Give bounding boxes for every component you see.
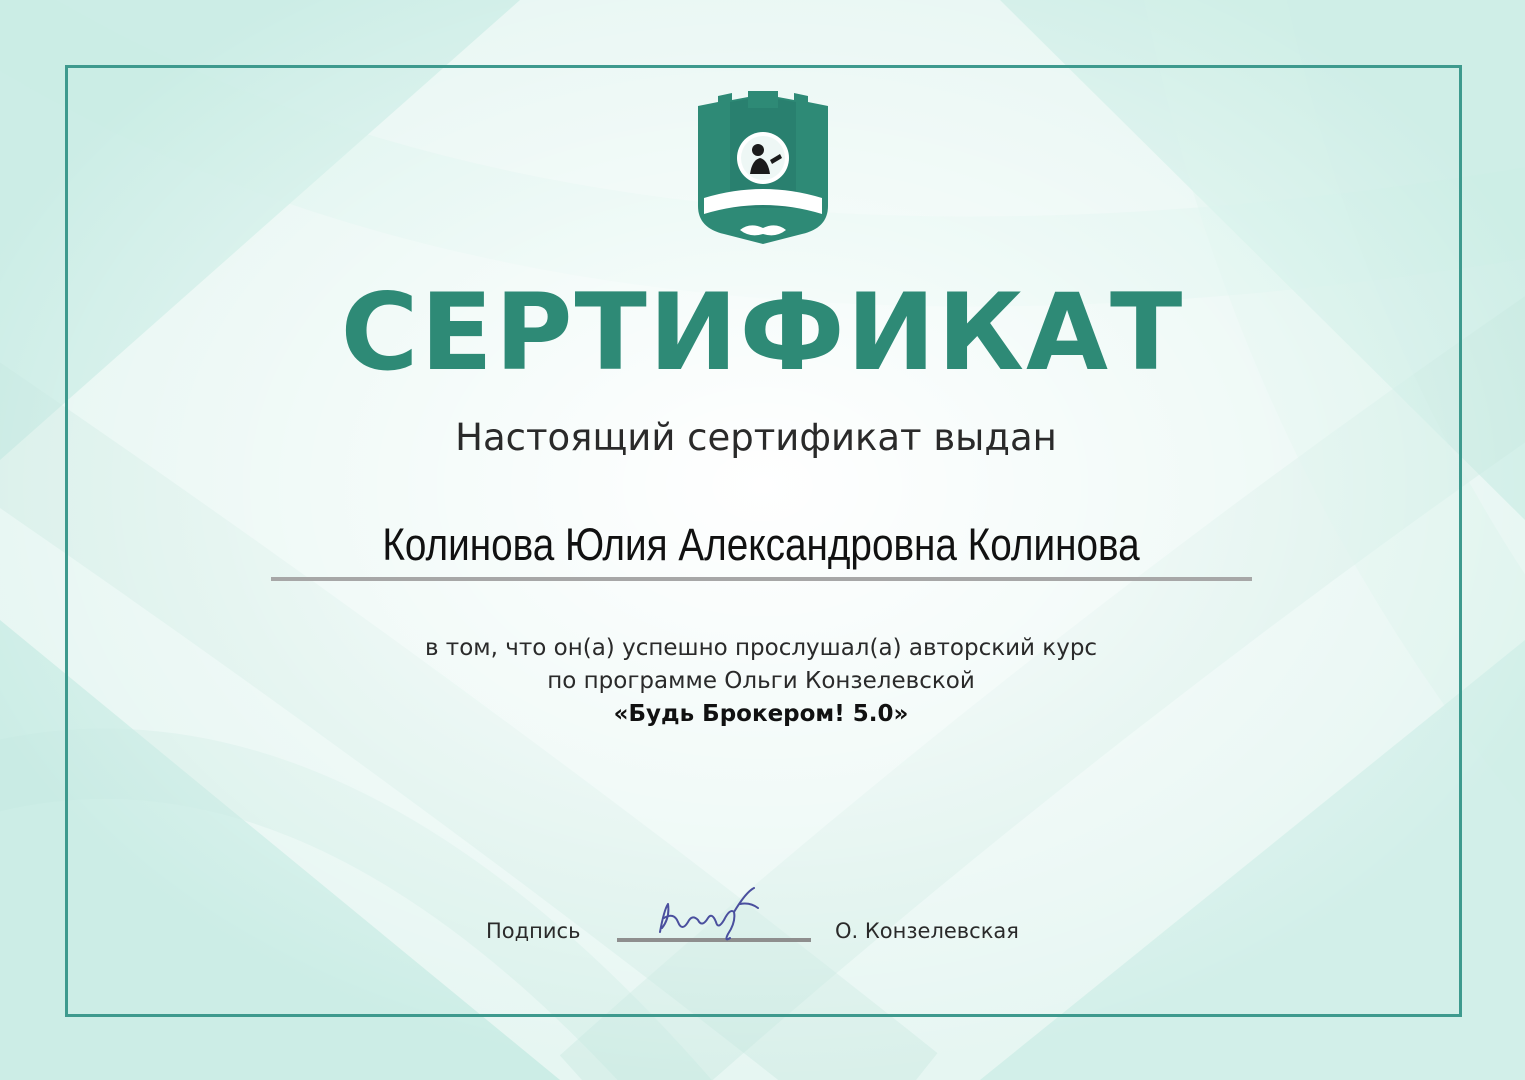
name-underline (271, 577, 1252, 581)
course-description (0, 632, 1522, 731)
signature-label: Подпись (486, 919, 581, 943)
description-line-1: в том, что он(а) успешно прослушал(а) авторский курс (424, 635, 1098, 661)
ipotekapro-logo (690, 88, 836, 248)
certificate-title: СЕРТИФИКАТ (340, 271, 1185, 394)
recipient-name: Колинова Юлия Александровна Колинова (382, 519, 1140, 570)
issued-to-text: Настоящий сертификат выдан (455, 416, 1057, 459)
course-name: «Будь Брокером! 5.0» (613, 701, 909, 727)
description-line-2: по программе Ольги Конзелевской (547, 668, 975, 694)
signer-name: О. Конзелевская (835, 919, 1019, 943)
handwritten-signature (650, 882, 762, 946)
